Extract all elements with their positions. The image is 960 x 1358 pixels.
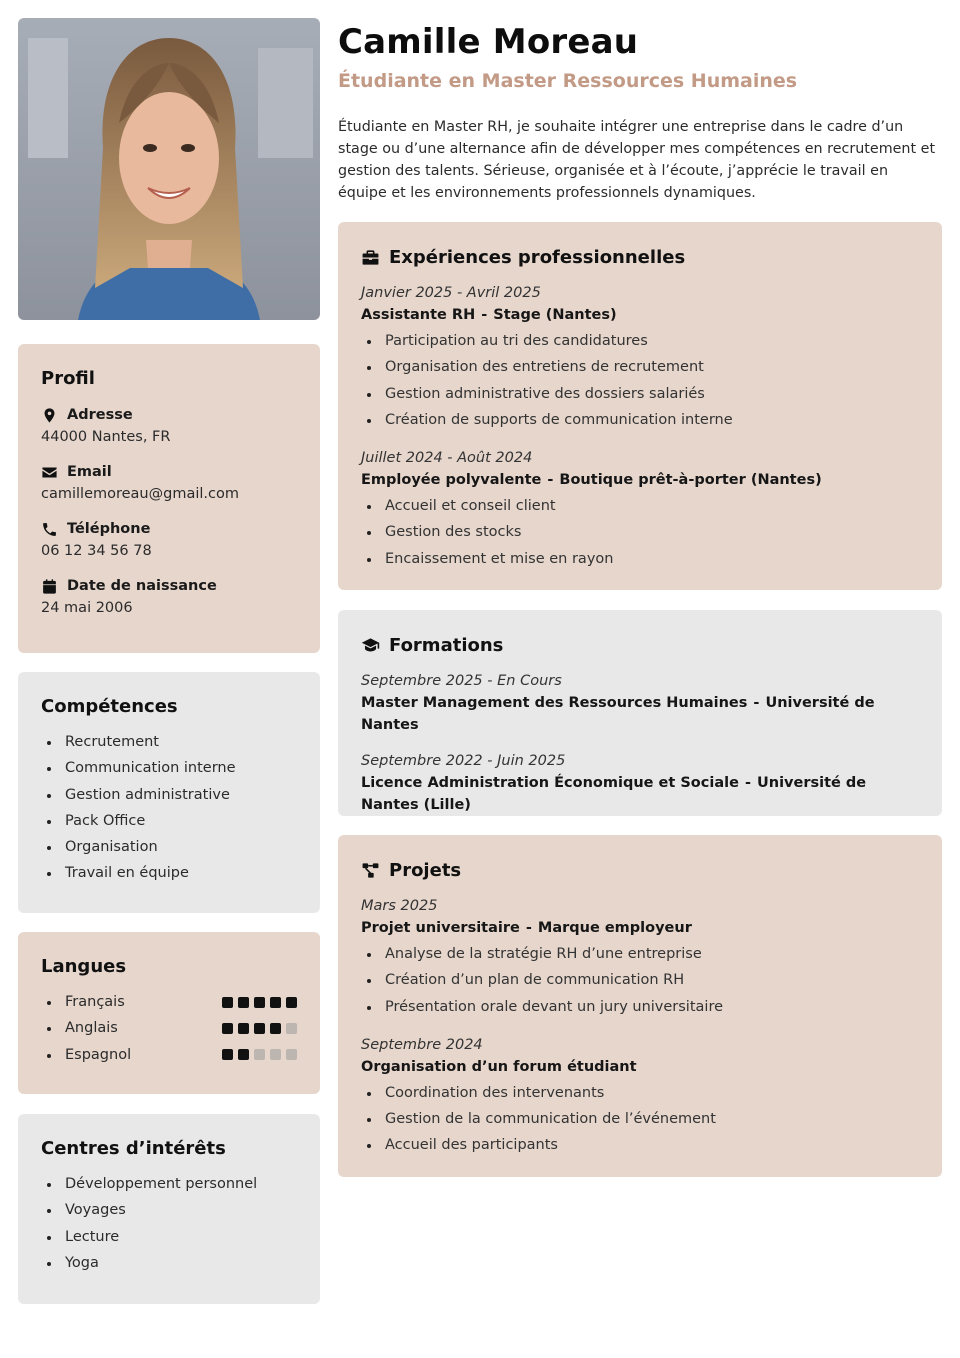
list-item: Organisation (41, 834, 297, 860)
profil-address (41, 405, 297, 445)
formation-entry (361, 750, 919, 816)
email-label: Email (67, 464, 112, 480)
level-dot-filled (222, 1049, 233, 1060)
entry-date: Juillet 2024 - Août 2024 (361, 450, 533, 467)
list-item: Lecture (41, 1224, 297, 1250)
entry-title: Organisation d’un forum étudiant (361, 1058, 637, 1075)
phone-icon (41, 521, 58, 538)
list-item: Organisation des entretiens de recrutement (361, 354, 919, 380)
language-level (222, 997, 297, 1008)
competences-title: Compétences (41, 696, 178, 717)
level-dot-empty (254, 1049, 265, 1060)
level-dot-filled (238, 1049, 249, 1060)
birthdate-value: 24 mai 2006 (41, 600, 133, 616)
list-item: Voyages (41, 1197, 297, 1223)
entry-bullets (361, 1080, 919, 1159)
level-dot-empty (286, 1049, 297, 1060)
entry-date: Janvier 2025 - Avril 2025 (361, 285, 541, 301)
entry-date: Septembre 2022 - Juin 2025 (361, 753, 566, 769)
entry-title: Employée polyvalente - Boutique prêt-à-porter (Nantes) (361, 472, 822, 489)
email-value[interactable]: camillemoreau@gmail.com (41, 486, 239, 502)
level-dot-filled (270, 997, 281, 1008)
entry-bullets (361, 493, 919, 572)
competences-card (18, 672, 320, 913)
langues-title: Langues (41, 956, 127, 977)
list-item: Recrutement (41, 729, 297, 755)
intro-paragraph: Étudiante en Master RH, je souhaite intégrer une entreprise dans le cadre d’un stage ou d’une alternance afin de développer mes compétences en recrutement et gestion des talents. Sérieuse, organisée et à l’écoute, j’apprécie le travail en équipe et les environnements professionnels dynamiques. (338, 119, 936, 201)
briefcase-icon (361, 248, 380, 267)
profil-title: Profil (41, 368, 95, 389)
list-item: Yoga (41, 1250, 297, 1276)
profile-photo (18, 18, 320, 320)
candidate-subtitle: Étudiante en Master Ressources Humaines (338, 70, 798, 92)
entry-title: Master Management des Ressources Humaines - Université de Nantes (361, 695, 875, 733)
list-item: Communication interne (41, 755, 297, 781)
interets-list (41, 1171, 297, 1276)
level-dot-filled (254, 1023, 265, 1034)
level-dot-filled (238, 997, 249, 1008)
list-item: Analyse de la stratégie RH d’une entreprise (361, 941, 919, 967)
level-dot-filled (254, 997, 265, 1008)
language-label: Français (65, 994, 125, 1010)
profil-phone (41, 519, 297, 559)
list-item: Pack Office (41, 808, 297, 834)
list-item: Participation au tri des candidatures (361, 328, 919, 354)
language-label: Anglais (65, 1020, 118, 1037)
entry-title: Licence Administration Économique et Sociale - Université de Nantes (Lille) (361, 775, 867, 813)
entry-bullets (361, 941, 919, 1020)
candidate-name: Camille Moreau (338, 22, 639, 62)
entry-date: Septembre 2025 - En Cours (361, 673, 562, 689)
calendar-icon (41, 578, 58, 595)
level-dot-filled (270, 1023, 281, 1034)
list-item: Gestion des stocks (361, 519, 919, 545)
list-item: Gestion administrative (41, 782, 297, 808)
project-entry (361, 1034, 919, 1159)
birthdate-label: Date de naissance (67, 578, 217, 594)
list-item: Création d’un plan de communication RH (361, 967, 919, 993)
experience-entry (361, 282, 919, 433)
address-label: Adresse (67, 407, 133, 423)
list-item: Gestion administrative des dossiers salariés (361, 381, 919, 407)
language-level (222, 1049, 297, 1060)
level-dot-empty (286, 1023, 297, 1034)
formation-entry (361, 670, 919, 736)
list-item: Accueil des participants (361, 1132, 919, 1158)
language-level (222, 1023, 297, 1034)
list-item: Présentation orale devant un jury universitaire (361, 994, 919, 1020)
level-dot-empty (270, 1049, 281, 1060)
interets-title: Centres d’intérêts (41, 1138, 226, 1159)
list-item: Développement personnel (41, 1171, 297, 1197)
langues-list (41, 989, 297, 1068)
profil-card (18, 344, 320, 653)
portrait-image (18, 18, 320, 320)
profil-email (41, 462, 297, 502)
language-item (41, 1015, 297, 1041)
experiences-card (338, 222, 942, 590)
competences-list (41, 729, 297, 887)
list-item: Encaissement et mise en rayon (361, 546, 919, 572)
formations-title: Formations (389, 634, 504, 656)
entry-title: Assistante RH - Stage (Nantes) (361, 307, 617, 323)
level-dot-filled (222, 1023, 233, 1034)
level-dot-filled (238, 1023, 249, 1034)
language-item (41, 1042, 297, 1068)
experiences-title: Expériences professionnelles (389, 246, 686, 268)
list-item: Accueil et conseil client (361, 493, 919, 519)
list-item: Coordination des intervenants (361, 1080, 919, 1106)
entry-title: Projet universitaire - Marque employeur (361, 920, 692, 936)
phone-value[interactable]: 06 12 34 56 78 (41, 543, 152, 559)
envelope-icon (41, 464, 58, 481)
profil-birthdate (41, 576, 297, 616)
level-dot-filled (222, 997, 233, 1008)
entry-date: Septembre 2024 (361, 1036, 483, 1053)
map-pin-icon (41, 407, 58, 424)
address-value: 44000 Nantes, FR (41, 429, 171, 445)
interets-card (18, 1114, 320, 1304)
project-entry (361, 895, 919, 1020)
projets-title: Projets (389, 859, 462, 881)
experience-entry (361, 447, 919, 572)
list-item: Travail en équipe (41, 860, 297, 886)
graduation-cap-icon (361, 636, 380, 655)
projets-card (338, 835, 942, 1177)
phone-label: Téléphone (67, 521, 151, 537)
formations-card (338, 610, 942, 816)
entry-date: Mars 2025 (361, 898, 438, 914)
list-item: Création de supports de communication interne (361, 407, 919, 433)
level-dot-filled (286, 997, 297, 1008)
list-item: Gestion de la communication de l’événement (361, 1106, 919, 1132)
language-label: Espagnol (65, 1046, 132, 1063)
langues-card (18, 932, 320, 1094)
entry-bullets (361, 328, 919, 433)
language-item (41, 989, 297, 1015)
project-diagram-icon (361, 861, 380, 880)
